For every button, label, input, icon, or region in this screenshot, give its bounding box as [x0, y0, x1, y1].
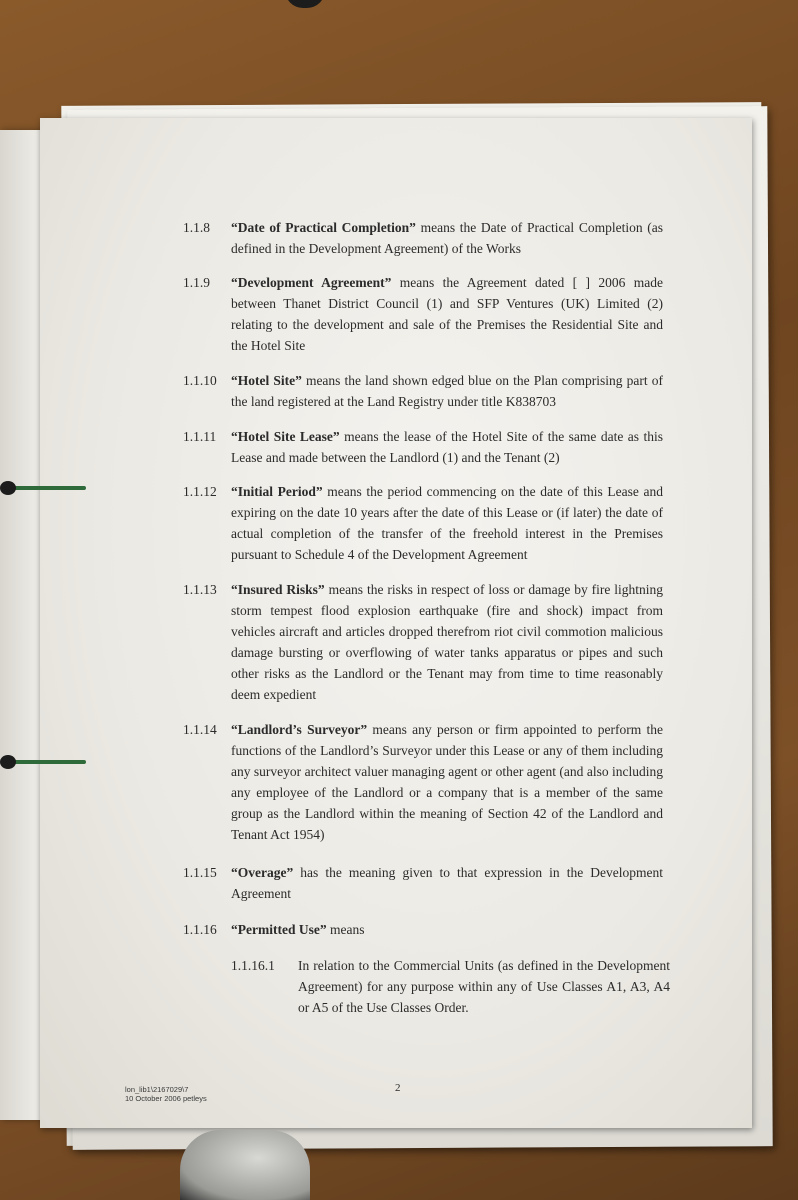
binding-string [0, 481, 90, 495]
clause-definition: means the Date of Practical Completion (as defined in the Development Agreement) of the Works [231, 220, 663, 256]
clause-number: 1.1.15 [183, 865, 217, 880]
subclause-text: In relation to the Commercial Units (as defined in the Development Agreement) for any purpose within any of Use Classes A1, A3, A4 or A5 of the Use Classes Order. [298, 958, 670, 1015]
clause-number: 1.1.10 [183, 373, 217, 388]
clause-text [231, 272, 663, 356]
clause-definition: means the period commencing on the date of this Lease and expiring on the date 10 years after the date of this Lease or (if later) the date of actual completion of the transfer of the freehold interest in the Premises pursuant to Schedule 4 of the Development Agreement [231, 484, 663, 562]
clause-number: 1.1.8 [183, 220, 210, 235]
reference-line: lon_lib1\2167029\7 [125, 1085, 189, 1094]
clause-number: 1.1.14 [183, 722, 217, 737]
defined-term: “Development Agreement” [231, 275, 392, 290]
defined-term: “Overage” [231, 865, 294, 880]
clause-number: 1.1.9 [183, 275, 210, 290]
clause-number: 1.1.13 [183, 582, 217, 597]
clause-definition: means the lease of the Hotel Site of the same date as this Lease and made between the Landlord (1) and the Tenant (2) [231, 429, 664, 465]
binding-wire [6, 486, 86, 490]
defined-term: “Hotel Site” [231, 373, 302, 388]
document-reference [125, 1085, 207, 1103]
defined-term: “Initial Period” [231, 484, 323, 499]
clause-text [231, 579, 663, 705]
subclause-number: 1.1.16.1 [231, 958, 275, 973]
clause-definition: means [326, 922, 365, 937]
clause-text [231, 862, 663, 904]
defined-term: “Permitted Use” [231, 922, 327, 937]
clause-text [231, 426, 663, 468]
binding-wire [6, 760, 86, 764]
clause-text [231, 370, 663, 412]
clause-definition: means any person or firm appointed to perform the functions of the Landlord’s Surveyor under this Lease or any of them including any surveyor architect valuer managing agent or other agent (and also including any employee of the Landlord or a company that is a member of the same group as the Landlord within the meaning of Section 42 of the Landlord and Tenant Act 1954) [231, 722, 664, 842]
reference-date-line: 10 October 2006 petleys [125, 1094, 207, 1103]
punch-hole [0, 481, 16, 495]
punch-hole [0, 755, 16, 769]
clause-number: 1.1.11 [183, 429, 217, 444]
clause-text [231, 217, 663, 259]
binder-clip [180, 1130, 310, 1200]
defined-term: “Landlord’s Surveyor” [231, 722, 368, 737]
clause-definition: has the meaning given to that expression in the Development Agreement [231, 865, 663, 901]
binding-string [0, 755, 90, 769]
clause-definition: means the risks in respect of loss or damage by fire lightning storm tempest flood explosion earthquake (fire and shock) impact from vehicles aircraft and articles dropped therefrom riot civil commotion malicious damage bursting or overflowing of water tanks apparatus or pipes and such other risks as the Landlord or the Tenant may from time to time reasonably deem expedient [231, 582, 663, 702]
clause-number: 1.1.12 [183, 484, 217, 499]
defined-term: “Insured Risks” [231, 582, 325, 597]
clause-number: 1.1.16 [183, 922, 217, 937]
clause-definition: means the Agreement dated [ ] 2006 made between Thanet District Council (1) and SFP Ventures (UK) Limited (2) relating to the development and sale of the Premises the Residential Site and the Hotel Site [231, 275, 663, 353]
page-number: 2 [395, 1082, 401, 1094]
clause-text [231, 481, 663, 565]
defined-term: “Hotel Site Lease” [231, 429, 340, 444]
clause-text [231, 919, 663, 940]
clause-definition: means the land shown edged blue on the Plan comprising part of the land registered at the Land Registry under title K838703 [231, 373, 663, 409]
defined-term: “Date of Practical Completion” [231, 220, 416, 235]
clause-text [231, 719, 663, 845]
